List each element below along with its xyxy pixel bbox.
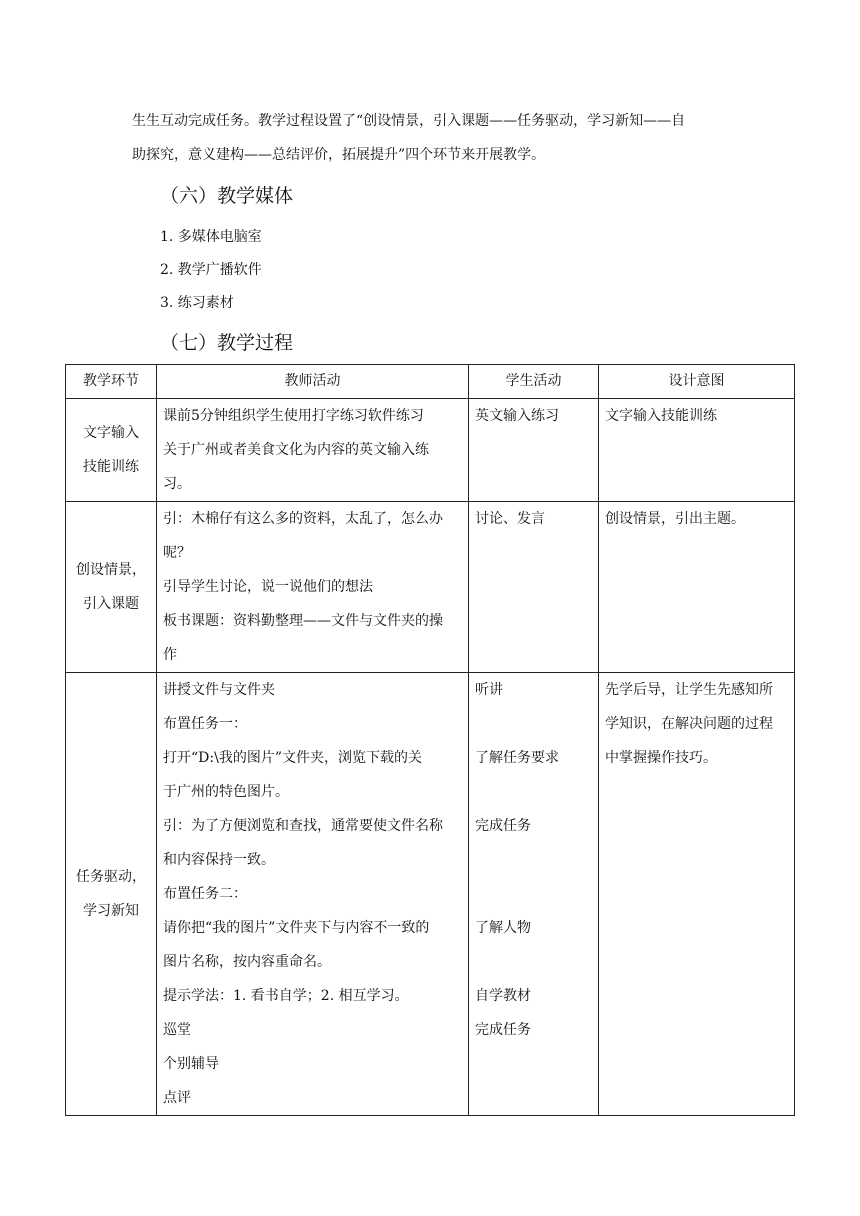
- teacher-line: 课前5分钟组织学生使用打字练习软件练习: [163, 408, 424, 424]
- stage-cell: [66, 399, 157, 502]
- media-item-1: 1. 多媒体电脑室: [160, 229, 262, 245]
- teacher-line: 请你把“我的图片”文件夹下与内容不一致的: [163, 920, 430, 936]
- section-heading-media: （六）教学媒体: [160, 185, 294, 207]
- teacher-line: 和内容保持一致。: [163, 852, 275, 868]
- spacer: [475, 945, 592, 979]
- teacher-line: 引：木棉仔有这么多的资料，太乱了，怎么办: [163, 511, 443, 527]
- teaching-process-table: [65, 364, 795, 1116]
- stage-line: 技能训练: [83, 459, 139, 475]
- teacher-line: 板书课题：资料勤整理——文件与文件夹的操: [163, 613, 443, 629]
- student-line: 听讲: [475, 682, 503, 698]
- table-row: [66, 502, 795, 673]
- stage-line: 任务驱动，: [76, 869, 146, 885]
- teacher-line: 于广州的特色图片。: [163, 784, 289, 800]
- student-line: 完成任务: [475, 818, 531, 834]
- table-header-row: [66, 365, 795, 399]
- teacher-line: 图片名称，按内容重命名。: [163, 954, 331, 970]
- teacher-line: 呢？: [163, 545, 191, 561]
- student-line: 自学教材: [475, 988, 531, 1004]
- teacher-line: 打开“D:\我的图片”文件夹，浏览下载的关: [163, 750, 422, 766]
- teacher-line: 提示学法：1. 看书自学；2. 相互学习。: [163, 988, 409, 1004]
- teacher-line: 点评: [163, 1090, 191, 1106]
- teacher-activity-cell: [157, 673, 469, 1116]
- teacher-line: 布置任务一：: [163, 716, 247, 732]
- teacher-line: 关于广州或者美食文化为内容的英文输入练: [163, 442, 429, 458]
- stage-cell: [66, 673, 157, 1116]
- teacher-line: 引导学生讨论，说一说他们的想法: [163, 579, 373, 595]
- design-intent-cell: 创设情景，引出主题。: [599, 502, 795, 673]
- teacher-line: 习。: [163, 476, 191, 492]
- teacher-line: 作: [163, 647, 177, 663]
- table-row: [66, 673, 795, 1116]
- stage-line: 学习新知: [83, 903, 139, 919]
- teacher-activity-cell: [157, 399, 469, 502]
- intro-line-2: 助探究，意义建构——总结评价，拓展提升”四个环节来开展教学。: [132, 147, 546, 163]
- student-activity-cell: 英文输入练习: [469, 399, 599, 502]
- intent-line: 学知识，在解决问题的过程: [605, 716, 773, 732]
- student-line: 了解人物: [475, 920, 531, 936]
- stage-line: 文字输入: [83, 425, 139, 441]
- student-line: 了解任务要求: [475, 750, 559, 766]
- intro-line-1: 生生互动完成任务。教学过程设置了“创设情景，引入课题——任务驱动，学习新知——自: [132, 113, 686, 129]
- design-intent-cell: [599, 673, 795, 1116]
- teacher-line: 个别辅导: [163, 1056, 219, 1072]
- spacer: [475, 775, 592, 809]
- teacher-line: 布置任务二：: [163, 886, 247, 902]
- teacher-activity-cell: [157, 502, 469, 673]
- media-item-3: 3. 练习素材: [160, 295, 234, 311]
- table-row: [66, 399, 795, 502]
- teacher-line: 巡堂: [163, 1022, 191, 1038]
- teacher-line: 讲授文件与文件夹: [163, 682, 275, 698]
- intent-line: 先学后导，让学生先感知所: [605, 682, 773, 698]
- student-line: 完成任务: [475, 1022, 531, 1038]
- student-activity-cell: [469, 673, 599, 1116]
- design-intent-cell: 文字输入技能训练: [599, 399, 795, 502]
- media-item-2: 2. 教学广播软件: [160, 262, 262, 278]
- section-heading-process: （七）教学过程: [160, 332, 294, 354]
- stage-cell: [66, 502, 157, 673]
- header-design-intent: 设计意图: [599, 365, 795, 399]
- spacer: [475, 843, 592, 877]
- stage-line: 引入课题: [83, 596, 139, 612]
- spacer: [475, 877, 592, 911]
- header-teacher-activity: 教师活动: [157, 365, 469, 399]
- teacher-line: 引：为了方便浏览和查找，通常要使文件名称: [163, 818, 443, 834]
- header-stage: 教学环节: [66, 365, 157, 399]
- student-activity-cell: 讨论、发言: [469, 502, 599, 673]
- intent-line: 中掌握操作技巧。: [605, 750, 717, 766]
- spacer: [475, 707, 592, 741]
- stage-line: 创设情景，: [76, 562, 146, 578]
- intro-paragraph: [132, 104, 732, 172]
- header-student-activity: 学生活动: [469, 365, 599, 399]
